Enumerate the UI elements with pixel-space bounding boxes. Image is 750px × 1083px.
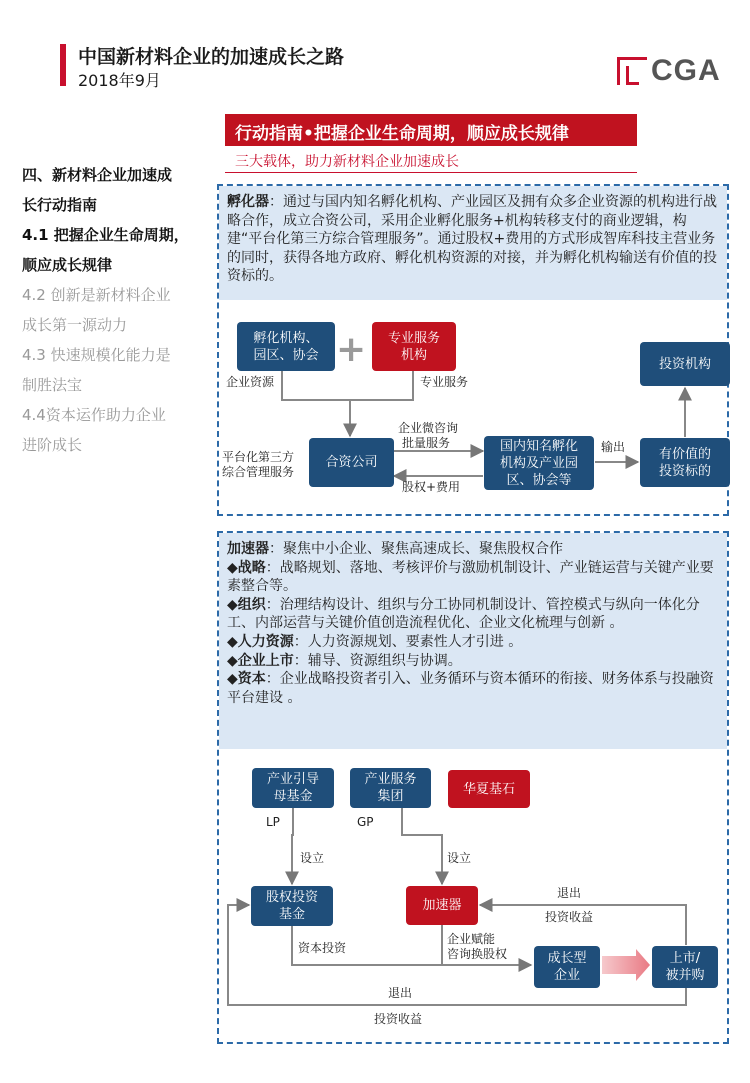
label-return-bottom: 投资收益 bbox=[374, 1012, 423, 1026]
node-growth-company: 成长型 企业 bbox=[534, 946, 600, 988]
incubator-text: ：通过与国内知名孵化机构、产业园区及拥有众多企业资源的机构进行战略合作，成立合资公司，采用企业孵化服务+机构转移支付的商业逻辑，构建“平台化第三方综合管理服务”。通过股权+费用的方式形成智库科技主营业务的同时，获得各地方政府、孵化机构资源的对接，并为孵化机构输送有价值的投资标的。 bbox=[227, 194, 717, 285]
label-platform-mgmt: 平台化第三方 综合管理服务 bbox=[222, 450, 295, 479]
label-pro-service: 专业服务 bbox=[420, 375, 469, 389]
label-exit-bottom: 退出 bbox=[388, 986, 413, 1000]
node-accelerator: 加速器 bbox=[406, 886, 478, 925]
label-gp: GP bbox=[357, 815, 374, 829]
node-investors: 投资机构 bbox=[640, 342, 730, 386]
incubator-term: 孵化器 bbox=[227, 194, 269, 210]
document-title: 中国新材料企业的加速成长之路 bbox=[78, 46, 345, 68]
node-joint-venture: 合资公司 bbox=[309, 438, 394, 487]
node-pro-services: 专业服务 机构 bbox=[372, 322, 456, 371]
node-service-group: 产业服务 集团 bbox=[350, 768, 431, 808]
label-setup-accelerator: 设立 bbox=[447, 851, 472, 865]
sidebar-item-4-4[interactable]: 4.4资本运作助力企业 进阶成长 bbox=[22, 406, 166, 454]
section-subtitle: 三大载体，助力新材料企业加速成长 bbox=[235, 154, 459, 170]
label-lp: LP bbox=[266, 815, 280, 829]
label-batch-service: 批量服务 bbox=[402, 436, 451, 450]
node-ipo: 上市/ 被并购 bbox=[652, 946, 718, 988]
label-equity-fee: 股权+费用 bbox=[402, 480, 461, 494]
node-guide-fund: 产业引导 母基金 bbox=[252, 768, 334, 808]
node-equity-fund: 股权投资 基金 bbox=[251, 886, 333, 926]
logo-text: CGA bbox=[651, 54, 721, 87]
accelerator-item: ◆战略：战略规划、落地、考核评价与激励机制设计、产业链运营与关键产业要素整合等。 bbox=[227, 559, 714, 595]
label-return-top: 投资收益 bbox=[545, 910, 594, 924]
accelerator-item: ◆资本：企业战略投资者引入、业务循环与资本循环的衔接、财务体系与投融资平台建设 。 bbox=[227, 671, 714, 706]
node-valuable-targets: 有价值的 投资标的 bbox=[640, 438, 730, 487]
label-micro-consult: 企业微咨询 bbox=[398, 421, 459, 435]
accelerator-item: ◆企业上市：辅导、资源组织与协调。 bbox=[227, 652, 462, 669]
node-domestic-orgs: 国内知名孵化 机构及产业园 区、协会等 bbox=[484, 436, 594, 490]
accelerator-term: 加速器 bbox=[227, 541, 269, 557]
label-capital-invest: 资本投资 bbox=[298, 941, 347, 955]
sidebar-item-4-3[interactable]: 4.3 快速规模化能力是 制胜法宝 bbox=[22, 346, 171, 394]
plus-icon: + bbox=[336, 329, 367, 370]
sidebar-item-chapter[interactable]: 四、新材料企业加速成 长行动指南 bbox=[22, 166, 173, 214]
label-exit-top: 退出 bbox=[557, 886, 582, 900]
label-empower: 企业赋能 咨询换股权 bbox=[447, 932, 508, 961]
sidebar-item-4-1[interactable]: 4.1 把握企业生命周期， 顺应成长规律 bbox=[22, 226, 189, 274]
accelerator-item: ◆人力资源：人力资源规划、要素性人才引进 。 bbox=[227, 633, 523, 650]
label-enterprise-resources: 企业资源 bbox=[226, 375, 275, 389]
accelerator-intro: ：聚焦中小企业、聚焦高速成长、聚焦股权合作 bbox=[269, 541, 563, 557]
node-huaxia: 华夏基石 bbox=[448, 770, 530, 808]
document-date: 2018年9月 bbox=[78, 71, 161, 90]
label-setup-fund: 设立 bbox=[300, 851, 325, 865]
label-output: 输出 bbox=[601, 440, 626, 454]
node-incubator-orgs: 孵化机构、 园区、协会 bbox=[237, 322, 335, 371]
accelerator-item: ◆组织：治理结构设计、组织与分工协同机制设计、管控模式与纵向一体化分工、内部运营与关键价值创造流程优化、企业文化梳理与创新 。 bbox=[227, 596, 700, 632]
section-title: 行动指南•把握企业生命周期，顺应成长规律 bbox=[225, 114, 637, 146]
sidebar-item-4-2[interactable]: 4.2 创新是新材料企业 成长第一源动力 bbox=[22, 286, 171, 334]
